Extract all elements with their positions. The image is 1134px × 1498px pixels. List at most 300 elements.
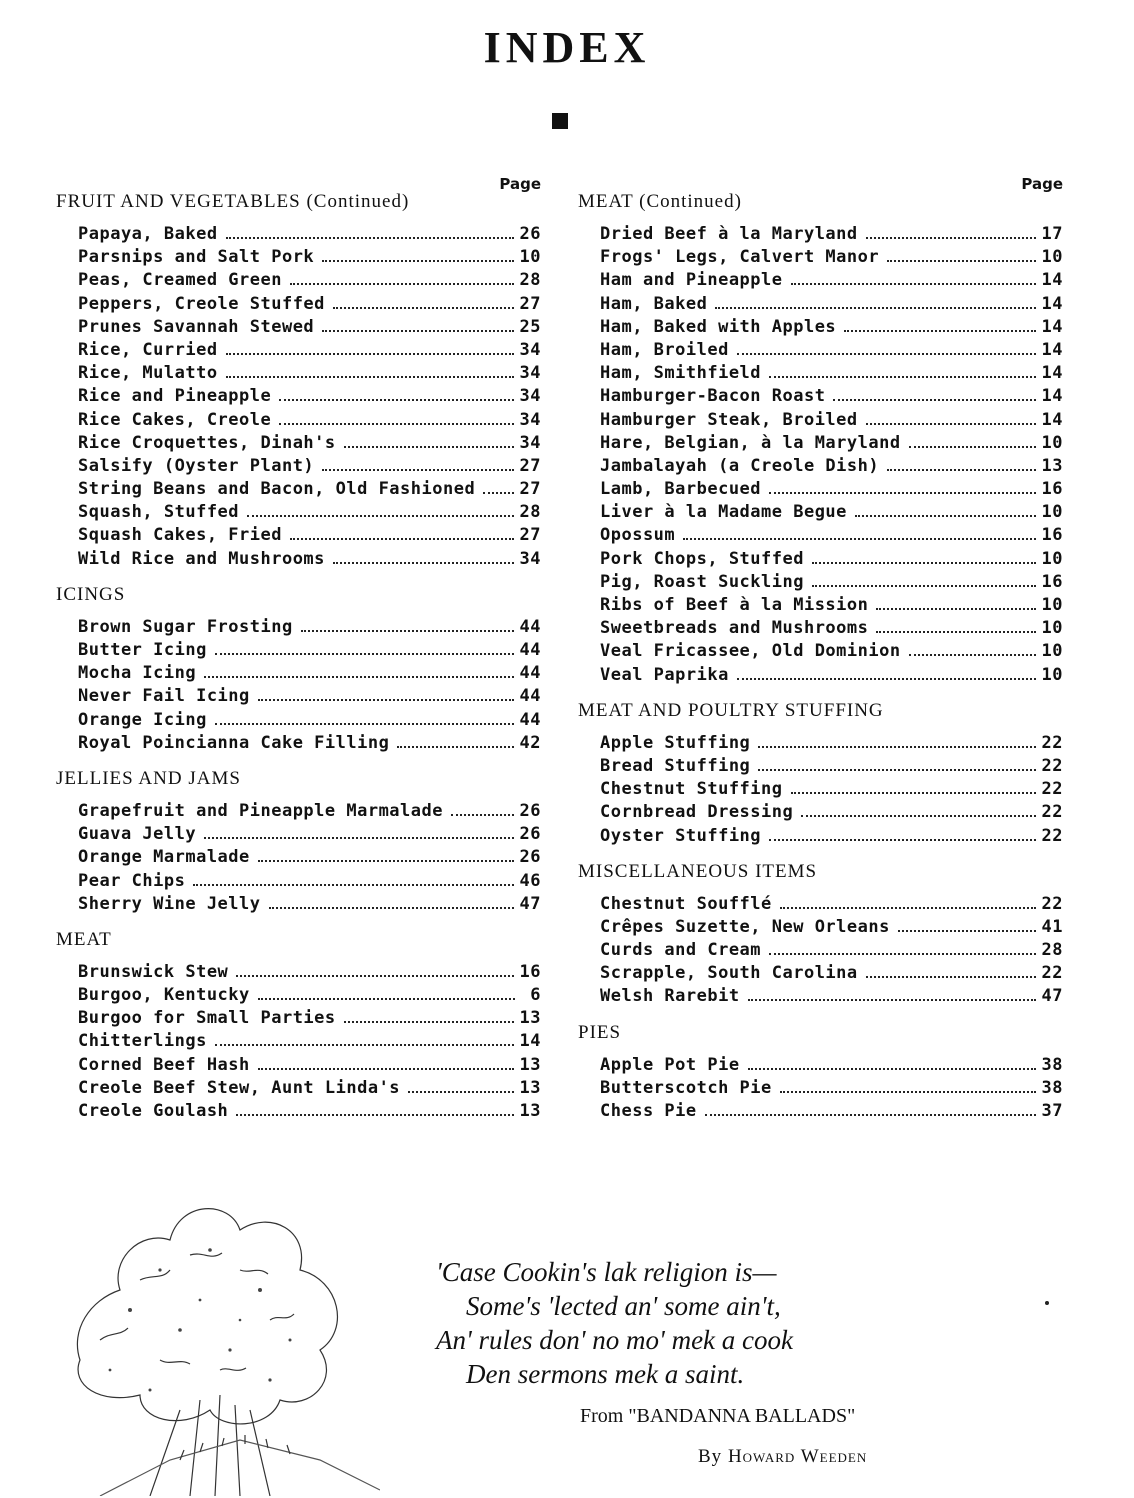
entry-text: Curds and Cream [600, 940, 762, 961]
entry-text: Oyster Stuffing [600, 825, 762, 846]
index-entry [78, 1078, 541, 1101]
entry-text: Papaya, Baked [78, 224, 218, 244]
dot-leader [801, 815, 1035, 817]
dot-leader [748, 1068, 1036, 1070]
entry-text: Welsh Rarebit [600, 986, 740, 1007]
dot-leader [290, 538, 514, 540]
index-entry [78, 686, 541, 709]
author-name: Howard Weeden [727, 1446, 868, 1467]
dot-leader [322, 469, 513, 471]
index-entry [78, 733, 541, 756]
entry-page-number: 28 [1041, 940, 1063, 961]
entry-page-number: 16 [1041, 571, 1063, 592]
page-title: INDEX [483, 23, 651, 72]
dot-leader [812, 562, 1036, 564]
entry-page-number: 22 [1041, 825, 1063, 846]
entry-page-number: 26 [519, 800, 541, 821]
poem-line: Den sermons mek a saint. [466, 1359, 745, 1389]
entry-page-number: 13 [519, 1077, 541, 1098]
entry-page-number: 14 [1041, 386, 1063, 407]
section-title: MEAT (Continued) [578, 191, 742, 212]
index-entry [600, 363, 1063, 386]
entry-text: Veal Paprika [600, 664, 729, 685]
dot-leader [909, 654, 1036, 656]
dot-leader [780, 907, 1036, 909]
entry-page-number: 22 [1041, 963, 1063, 984]
dot-leader [322, 330, 513, 332]
index-entry [600, 294, 1063, 317]
entry-list [578, 733, 1063, 849]
entry-text: Ribs of Beef à la Mission [600, 595, 869, 615]
index-entry [600, 549, 1063, 572]
dot-leader [887, 260, 1035, 262]
index-entry [78, 479, 541, 502]
index-entry [78, 247, 541, 270]
index-column-right [578, 176, 1063, 1137]
entry-text: Ham, Smithfield [600, 363, 762, 384]
entry-text: Peppers, Creole Stuffed [78, 293, 325, 314]
index-entry [600, 963, 1063, 986]
index-entry [600, 940, 1063, 963]
entry-page-number: 14 [1041, 293, 1063, 314]
index-entry [600, 317, 1063, 340]
entry-text: Salsify (Oyster Plant) [78, 455, 315, 476]
index-entry [78, 410, 541, 433]
dot-leader [204, 676, 513, 678]
entry-page-number: 42 [519, 732, 541, 753]
dot-leader [876, 608, 1035, 610]
square-ornament-icon [552, 113, 568, 129]
index-entry [78, 1031, 541, 1054]
page-column-header: Page [1021, 175, 1063, 193]
index-entry [600, 386, 1063, 409]
dot-leader [226, 237, 514, 239]
index-section [56, 769, 541, 917]
entry-text: Orange Marmalade [78, 847, 250, 868]
entry-text: Ham, Baked with Apples [600, 316, 837, 337]
index-section [578, 1023, 1063, 1125]
dot-leader [780, 1091, 1036, 1093]
entry-page-number: 14 [1041, 270, 1063, 291]
index-section [56, 585, 541, 756]
entry-text: Rice, Mulatto [78, 363, 218, 384]
index-entry [78, 502, 541, 525]
entry-page-number: 10 [1041, 664, 1063, 685]
index-entry [600, 1078, 1063, 1101]
entry-list [56, 962, 541, 1124]
index-entry [78, 224, 541, 247]
dot-leader [204, 837, 513, 839]
entry-text: Opossum [600, 525, 676, 546]
entry-text: Squash Cakes, Fried [78, 525, 282, 546]
index-column-left [56, 176, 541, 1137]
dot-leader [258, 699, 514, 701]
entry-text: Burgoo, Kentucky [78, 985, 250, 1006]
entry-page-number: 34 [519, 363, 541, 384]
entry-text: Brunswick Stew [78, 961, 229, 982]
index-entry [600, 340, 1063, 363]
entry-text: Sherry Wine Jelly [78, 893, 261, 914]
entry-page-number: 13 [519, 1101, 541, 1121]
entry-page-number: 14 [1041, 316, 1063, 337]
entry-page-number: 13 [519, 1054, 541, 1075]
index-entry [78, 824, 541, 847]
poem [436, 1255, 956, 1391]
index-entry [600, 802, 1063, 825]
entry-text: Creole Goulash [78, 1101, 229, 1121]
index-entry [600, 733, 1063, 756]
entry-text: Ham, Baked [600, 293, 708, 314]
index-entry [78, 1101, 541, 1124]
entry-text: Pork Chops, Stuffed [600, 548, 804, 569]
dot-leader [769, 492, 1035, 494]
poem-line: Some's 'lected an' some ain't, [466, 1291, 781, 1321]
entry-text: Hare, Belgian, à la Maryland [600, 432, 901, 453]
index-entry [78, 962, 541, 985]
index-entry [78, 294, 541, 317]
dot-leader [844, 330, 1035, 332]
poem-line: An' rules don' no mo' mek a cook [436, 1325, 793, 1355]
entry-text: Ham and Pineapple [600, 270, 783, 291]
dot-leader [193, 884, 513, 886]
dot-leader [451, 814, 514, 816]
dot-leader [876, 631, 1035, 633]
dot-leader [258, 998, 515, 1000]
entry-page-number: 10 [1041, 595, 1063, 615]
index-entry [78, 549, 541, 572]
dot-leader [290, 283, 514, 285]
entry-text: Frogs' Legs, Calvert Manor [600, 247, 880, 268]
dot-leader [279, 399, 513, 401]
entry-page-number: 10 [1041, 641, 1063, 662]
index-entry [600, 595, 1063, 618]
dot-leader [408, 1091, 513, 1093]
entry-text: Creole Beef Stew, Aunt Linda's [78, 1077, 401, 1098]
entry-page-number: 13 [519, 1008, 541, 1029]
section-title: FRUIT AND VEGETABLES (Continued) [56, 191, 410, 212]
index-section [578, 192, 1063, 688]
entry-page-number: 16 [519, 961, 541, 982]
entry-list [578, 1055, 1063, 1125]
dot-leader [791, 792, 1036, 794]
entry-page-number: 14 [1041, 409, 1063, 430]
entry-page-number: 17 [1041, 224, 1063, 244]
author-prefix: By [698, 1446, 723, 1467]
dot-leader [258, 860, 514, 862]
dot-leader [715, 307, 1035, 309]
dot-leader [215, 653, 514, 655]
dot-leader [344, 1021, 514, 1023]
dot-leader [333, 307, 514, 309]
entry-text: Scrapple, South Carolina [600, 963, 858, 984]
index-entry [600, 1101, 1063, 1124]
dot-leader [758, 746, 1035, 748]
dot-leader [791, 283, 1036, 285]
entry-text: Hamburger-Bacon Roast [600, 386, 826, 407]
entry-text: Wild Rice and Mushrooms [78, 548, 325, 569]
entry-page-number: 27 [519, 479, 541, 500]
entry-text: Dried Beef à la Maryland [600, 224, 858, 244]
dot-leader [279, 423, 513, 425]
dot-leader [887, 469, 1035, 471]
dot-leader [226, 353, 514, 355]
entry-text: String Beans and Bacon, Old Fashioned [78, 479, 476, 500]
dot-leader [866, 976, 1036, 978]
entry-text: Pear Chips [78, 870, 186, 891]
index-entry [600, 525, 1063, 548]
index-entry [600, 986, 1063, 1009]
entry-text: Pig, Roast Suckling [600, 571, 804, 592]
section-title: MEAT [56, 928, 112, 950]
entry-page-number: 10 [1041, 618, 1063, 639]
index-entry [78, 1008, 541, 1031]
dot-leader [769, 376, 1035, 378]
dot-leader [683, 538, 1035, 540]
entry-text: Cornbread Dressing [600, 802, 794, 823]
entry-text: Guava Jelly [78, 824, 197, 845]
entry-page-number: 22 [1041, 755, 1063, 776]
entry-text: Royal Poincianna Cake Filling [78, 732, 390, 753]
entry-page-number: 26 [519, 847, 541, 868]
dot-leader [236, 1114, 513, 1116]
dot-leader [215, 723, 514, 725]
dot-leader [705, 1114, 1036, 1116]
entry-page-number: 16 [1041, 525, 1063, 546]
index-section [56, 192, 541, 572]
entry-page-number: 16 [1041, 479, 1063, 500]
entry-page-number: 25 [519, 316, 541, 337]
entry-page-number: 13 [1041, 455, 1063, 476]
index-entry [78, 801, 541, 824]
entry-page-number: 44 [519, 616, 541, 637]
entry-page-number: 37 [1041, 1101, 1063, 1121]
entry-list [56, 617, 541, 756]
entry-text: Bread Stuffing [600, 755, 751, 776]
index-entry [600, 618, 1063, 641]
entry-text: Rice, Curried [78, 339, 218, 360]
index-entry [600, 433, 1063, 456]
section-title: JELLIES AND JAMS [56, 767, 241, 789]
entry-page-number: 22 [1041, 732, 1063, 753]
entry-text: Burgoo for Small Parties [78, 1008, 336, 1029]
dot-leader [258, 1068, 514, 1070]
index-entry [78, 363, 541, 386]
entry-list [56, 224, 541, 572]
entry-page-number: 28 [519, 270, 541, 291]
entry-text: Chess Pie [600, 1101, 697, 1121]
section-title: PIES [578, 1021, 622, 1043]
poem-line: 'Case Cookin's lak religion is— [436, 1257, 777, 1287]
entry-page-number: 34 [519, 409, 541, 430]
tree-sketch-icon [40, 1160, 380, 1496]
index-entry [78, 433, 541, 456]
entry-text: Rice and Pineapple [78, 386, 272, 407]
entry-text: Veal Fricassee, Old Dominion [600, 641, 901, 662]
entry-page-number: 38 [1041, 1054, 1063, 1075]
index-entry [78, 663, 541, 686]
entry-page-number: 10 [519, 247, 541, 268]
dot-leader [236, 975, 513, 977]
entry-page-number: 44 [519, 640, 541, 660]
entry-page-number: 6 [530, 985, 541, 1006]
entry-page-number: 26 [519, 224, 541, 244]
entry-text: Ham, Broiled [600, 339, 729, 360]
entry-text: Chestnut Soufflé [600, 893, 772, 914]
index-entry [78, 985, 541, 1008]
index-entry [78, 317, 541, 340]
entry-page-number: 28 [519, 502, 541, 523]
dot-leader [397, 746, 513, 748]
dot-leader [737, 678, 1036, 680]
dot-leader [215, 1044, 514, 1046]
entry-page-number: 34 [519, 339, 541, 360]
entry-text: Lamb, Barbecued [600, 479, 762, 500]
entry-text: Butter Icing [78, 640, 207, 660]
entry-text: Never Fail Icing [78, 686, 250, 707]
entry-page-number: 22 [1041, 779, 1063, 800]
entry-page-number: 10 [1041, 432, 1063, 453]
entry-text: Prunes Savannah Stewed [78, 316, 315, 337]
index-entry [600, 572, 1063, 595]
entry-text: Chestnut Stuffing [600, 779, 783, 800]
entry-text: Hamburger Steak, Broiled [600, 409, 858, 430]
index-entry [78, 894, 541, 917]
entry-text: Grapefruit and Pineapple Marmalade [78, 800, 443, 821]
page-column-header: Page [499, 175, 541, 193]
index-entry [600, 894, 1063, 917]
entry-text: Liver à la Madame Begue [600, 502, 847, 523]
dot-leader [898, 930, 1036, 932]
dot-leader [758, 769, 1035, 771]
dot-leader [748, 999, 1036, 1001]
index-entry [78, 640, 541, 663]
entry-page-number: 10 [1041, 247, 1063, 268]
entry-page-number: 44 [519, 663, 541, 684]
entry-text: Apple Stuffing [600, 732, 751, 753]
entry-list [56, 801, 541, 917]
index-entry [78, 617, 541, 640]
index-entry [600, 756, 1063, 779]
entry-list [578, 224, 1063, 688]
entry-page-number: 38 [1041, 1077, 1063, 1098]
entry-page-number: 27 [519, 455, 541, 476]
entry-page-number: 41 [1041, 916, 1063, 937]
entry-text: Chitterlings [78, 1031, 207, 1052]
index-entry [600, 270, 1063, 293]
index-section [56, 930, 541, 1124]
dot-leader [737, 353, 1036, 355]
section-title: ICINGS [56, 583, 126, 605]
entry-text: Peas, Creamed Green [78, 270, 282, 291]
ink-speck [1045, 1301, 1049, 1305]
section-title: MEAT AND POULTRY STUFFING [578, 699, 884, 721]
entry-page-number: 46 [519, 870, 541, 891]
entry-text: Parsnips and Salt Pork [78, 247, 315, 268]
index-entry [78, 871, 541, 894]
entry-page-number: 44 [519, 686, 541, 707]
entry-text: Corned Beef Hash [78, 1054, 250, 1075]
index-entry [78, 710, 541, 733]
index-entry [600, 502, 1063, 525]
entry-page-number: 47 [1041, 986, 1063, 1007]
index-entry [600, 456, 1063, 479]
entry-text: Rice Cakes, Creole [78, 409, 272, 430]
dot-leader [483, 492, 513, 494]
entry-text: Rice Croquettes, Dinah's [78, 432, 336, 453]
index-entry [600, 410, 1063, 433]
entry-page-number: 27 [519, 525, 541, 546]
index-entry [78, 456, 541, 479]
entry-page-number: 10 [1041, 548, 1063, 569]
entry-page-number: 22 [1041, 893, 1063, 914]
index-entry [600, 479, 1063, 502]
entry-page-number: 14 [519, 1031, 541, 1052]
dot-leader [269, 907, 514, 909]
index-entry [600, 1055, 1063, 1078]
index-entry [78, 847, 541, 870]
dot-leader [833, 399, 1035, 401]
entry-page-number: 34 [519, 548, 541, 569]
entry-page-number: 10 [1041, 502, 1063, 523]
dot-leader [333, 562, 514, 564]
entry-page-number: 22 [1041, 802, 1063, 823]
entry-text: Squash, Stuffed [78, 502, 240, 523]
dot-leader [866, 423, 1036, 425]
dot-leader [769, 839, 1035, 841]
entry-text: Brown Sugar Frosting [78, 616, 293, 637]
entry-text: Orange Icing [78, 709, 207, 730]
index-section [578, 862, 1063, 1010]
dot-leader [322, 260, 513, 262]
index-entry [600, 917, 1063, 940]
index-entry [600, 641, 1063, 664]
dot-leader [769, 953, 1035, 955]
dot-leader [301, 630, 514, 632]
dot-leader [247, 515, 513, 517]
index-entry [78, 1055, 541, 1078]
index-entry [78, 386, 541, 409]
entry-text: Apple Pot Pie [600, 1054, 740, 1075]
poem-source: From "BANDANNA BALLADS" [580, 1405, 856, 1427]
section-title: MISCELLANEOUS ITEMS [578, 860, 818, 882]
entry-text: Mocha Icing [78, 663, 197, 684]
index-entry [600, 779, 1063, 802]
entry-page-number: 26 [519, 824, 541, 845]
index-entry [78, 270, 541, 293]
index-entry [600, 247, 1063, 270]
dot-leader [909, 446, 1036, 448]
entry-page-number: 47 [519, 893, 541, 914]
entry-text: Crêpes Suzette, New Orleans [600, 916, 890, 937]
entry-list [578, 894, 1063, 1010]
entry-page-number: 27 [519, 293, 541, 314]
index-entry [78, 340, 541, 363]
index-entry [600, 224, 1063, 247]
entry-page-number: 34 [519, 432, 541, 453]
index-entry [600, 826, 1063, 849]
index-entry [600, 665, 1063, 688]
entry-page-number: 34 [519, 386, 541, 407]
dot-leader [866, 237, 1036, 239]
entry-page-number: 44 [519, 709, 541, 730]
entry-page-number: 14 [1041, 339, 1063, 360]
dot-leader [344, 446, 514, 448]
entry-page-number: 14 [1041, 363, 1063, 384]
dot-leader [812, 585, 1036, 587]
entry-text: Sweetbreads and Mushrooms [600, 618, 869, 639]
index-section [578, 701, 1063, 849]
index-entry [78, 525, 541, 548]
